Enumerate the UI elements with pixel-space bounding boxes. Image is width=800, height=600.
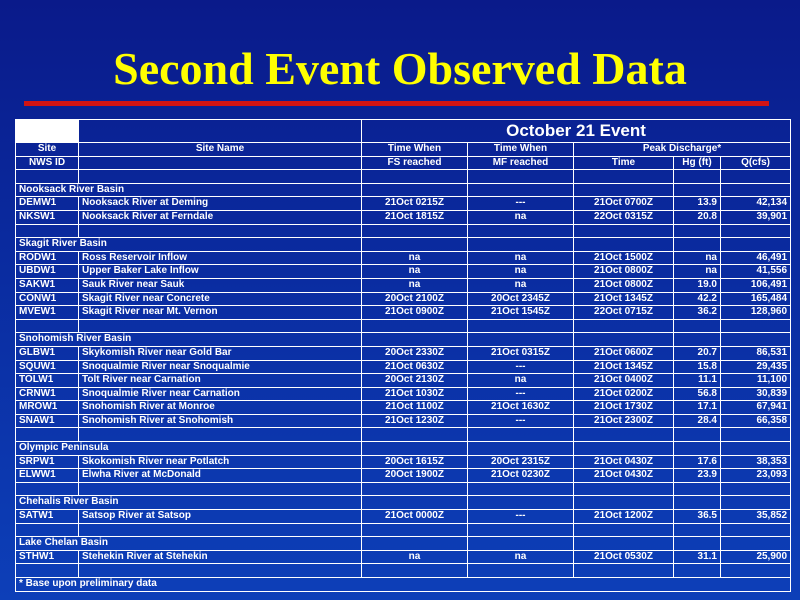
q-cell: 39,901	[721, 210, 791, 224]
site-id-cell: UBDW1	[16, 265, 79, 279]
q-cell: 11,100	[721, 374, 791, 388]
site-id-cell: GLBW1	[16, 346, 79, 360]
q-cell: 25,900	[721, 550, 791, 564]
slide-title: Second Event Observed Data	[113, 43, 687, 94]
q-cell: 38,353	[721, 455, 791, 469]
col-header-mf-reached: MF reached	[468, 156, 574, 170]
peak-time-cell: 21Oct 2300Z	[574, 414, 674, 428]
spacer-cell	[79, 170, 362, 184]
table-row	[16, 510, 791, 524]
fs-reached-cell: 21Oct 0630Z	[362, 360, 468, 374]
col-header-nws-id: NWS ID	[16, 156, 79, 170]
spacer-cell	[674, 224, 721, 238]
spacer-cell	[79, 482, 362, 496]
basin-blank-cell	[574, 238, 674, 252]
basin-blank-cell	[574, 183, 674, 197]
spacer-cell	[16, 170, 79, 184]
hg-cell: 42.2	[674, 292, 721, 306]
spacer-row	[16, 224, 791, 238]
hg-cell: 36.5	[674, 510, 721, 524]
peak-time-cell: 21Oct 0800Z	[574, 278, 674, 292]
spacer-cell	[468, 319, 574, 333]
spacer-cell	[79, 428, 362, 442]
site-name-cell: Skagit River near Mt. Vernon	[79, 306, 362, 320]
basin-blank-cell	[721, 333, 791, 347]
spacer-cell	[16, 523, 79, 537]
spacer-row	[16, 564, 791, 578]
spacer-cell	[362, 428, 468, 442]
mf-reached-cell: ---	[468, 387, 574, 401]
fs-reached-cell: 21Oct 0900Z	[362, 306, 468, 320]
q-cell: 23,093	[721, 469, 791, 483]
site-id-cell: SQUW1	[16, 360, 79, 374]
basin-blank-cell	[721, 183, 791, 197]
basin-blank-cell	[362, 537, 468, 551]
hg-cell: 56.8	[674, 387, 721, 401]
peak-time-cell: 21Oct 0200Z	[574, 387, 674, 401]
col-header-fs-reached: FS reached	[362, 156, 468, 170]
basin-name: Olympic Peninsula	[16, 442, 362, 456]
spacer-cell	[468, 482, 574, 496]
hg-cell: 23.9	[674, 469, 721, 483]
mf-reached-cell: na	[468, 251, 574, 265]
title-underline	[24, 101, 769, 106]
fs-reached-cell: 21Oct 1100Z	[362, 401, 468, 415]
table-row	[16, 251, 791, 265]
col-header-peak-discharge: Peak Discharge*	[574, 143, 791, 157]
basin-blank-cell	[574, 333, 674, 347]
peak-time-cell: 21Oct 0700Z	[574, 197, 674, 211]
spacer-cell	[721, 170, 791, 184]
peak-time-cell: 21Oct 0400Z	[574, 374, 674, 388]
mf-reached-cell: 21Oct 1545Z	[468, 306, 574, 320]
hg-cell: 15.8	[674, 360, 721, 374]
spacer-cell	[16, 428, 79, 442]
q-cell: 67,941	[721, 401, 791, 415]
q-cell: 46,491	[721, 251, 791, 265]
basin-blank-cell	[468, 496, 574, 510]
peak-time-cell: 21Oct 1500Z	[574, 251, 674, 265]
spacer-cell	[574, 428, 674, 442]
mf-reached-cell: ---	[468, 197, 574, 211]
spacer-cell	[16, 482, 79, 496]
mf-reached-cell: na	[468, 278, 574, 292]
site-name-cell: Tolt River near Carnation	[79, 374, 362, 388]
basin-blank-cell	[468, 183, 574, 197]
basin-blank-cell	[674, 333, 721, 347]
spacer-cell	[79, 564, 362, 578]
fs-reached-cell: 21Oct 1030Z	[362, 387, 468, 401]
site-id-cell: SNAW1	[16, 414, 79, 428]
spacer-cell	[674, 319, 721, 333]
q-cell: 42,134	[721, 197, 791, 211]
site-id-cell: NKSW1	[16, 210, 79, 224]
basin-blank-cell	[468, 537, 574, 551]
basin-blank-cell	[362, 333, 468, 347]
footnote: * Base upon preliminary data	[16, 578, 791, 592]
basin-blank-cell	[721, 537, 791, 551]
fs-reached-cell: 21Oct 0215Z	[362, 197, 468, 211]
hg-cell: 13.9	[674, 197, 721, 211]
q-cell: 35,852	[721, 510, 791, 524]
spacer-cell	[721, 482, 791, 496]
table-row	[16, 374, 791, 388]
spacer-row	[16, 319, 791, 333]
fs-reached-cell: na	[362, 251, 468, 265]
peak-time-cell: 21Oct 1345Z	[574, 292, 674, 306]
hg-cell: 36.2	[674, 306, 721, 320]
spacer-cell	[574, 523, 674, 537]
q-cell: 86,531	[721, 346, 791, 360]
fs-reached-cell: 20Oct 2330Z	[362, 346, 468, 360]
table-row	[16, 401, 791, 415]
hg-cell: 31.1	[674, 550, 721, 564]
peak-time-cell: 21Oct 0800Z	[574, 265, 674, 279]
spacer-cell	[721, 319, 791, 333]
spacer-row	[16, 428, 791, 442]
basin-blank-cell	[721, 496, 791, 510]
hg-cell: na	[674, 251, 721, 265]
table-row	[16, 455, 791, 469]
peak-time-cell: 21Oct 0430Z	[574, 455, 674, 469]
observed-data-table	[15, 119, 791, 592]
basin-blank-cell	[674, 238, 721, 252]
table-row	[16, 197, 791, 211]
mf-reached-cell: ---	[468, 360, 574, 374]
basin-blank-cell	[468, 442, 574, 456]
fs-reached-cell: 21Oct 1230Z	[362, 414, 468, 428]
fs-reached-cell: 20Oct 1900Z	[362, 469, 468, 483]
basin-header-row	[16, 442, 791, 456]
col-header-blank	[79, 156, 362, 170]
peak-time-cell: 21Oct 1345Z	[574, 360, 674, 374]
basin-blank-cell	[468, 333, 574, 347]
basin-blank-cell	[362, 238, 468, 252]
hg-cell: 20.7	[674, 346, 721, 360]
table-row	[16, 550, 791, 564]
table-row	[16, 387, 791, 401]
hg-cell: 11.1	[674, 374, 721, 388]
header-row-1	[16, 143, 791, 157]
spacer-cell	[674, 482, 721, 496]
spacer-cell	[362, 170, 468, 184]
spacer-cell	[362, 319, 468, 333]
spacer-cell	[468, 523, 574, 537]
spacer-cell	[468, 170, 574, 184]
basin-blank-cell	[721, 238, 791, 252]
spacer-row	[16, 170, 791, 184]
basin-blank-cell	[721, 442, 791, 456]
spacer-cell	[468, 224, 574, 238]
site-name-cell: Satsop River at Satsop	[79, 510, 362, 524]
site-name-cell: Skykomish River near Gold Bar	[79, 346, 362, 360]
col-header-time-when-mf: Time When	[468, 143, 574, 157]
spacer-cell	[362, 482, 468, 496]
spacer-cell	[468, 564, 574, 578]
site-id-cell: TOLW1	[16, 374, 79, 388]
fs-reached-cell: na	[362, 278, 468, 292]
spacer-cell	[574, 482, 674, 496]
site-id-cell: STHW1	[16, 550, 79, 564]
peak-time-cell: 22Oct 0315Z	[574, 210, 674, 224]
hg-cell: 17.1	[674, 401, 721, 415]
site-name-cell: Stehekin River at Stehekin	[79, 550, 362, 564]
fs-reached-cell: 20Oct 2130Z	[362, 374, 468, 388]
col-header-site: Site	[16, 143, 79, 157]
spacer-cell	[574, 170, 674, 184]
fs-reached-cell: 20Oct 2100Z	[362, 292, 468, 306]
spacer-cell	[79, 523, 362, 537]
hg-cell: 19.0	[674, 278, 721, 292]
q-cell: 41,556	[721, 265, 791, 279]
mf-reached-cell: ---	[468, 414, 574, 428]
spacer-cell	[721, 523, 791, 537]
table-row	[16, 469, 791, 483]
col-header-time-when-fs: Time When	[362, 143, 468, 157]
spacer-cell	[674, 428, 721, 442]
spacer-cell	[574, 224, 674, 238]
q-cell: 29,435	[721, 360, 791, 374]
spacer-cell	[362, 564, 468, 578]
site-id-cell: CRNW1	[16, 387, 79, 401]
spacer-cell	[16, 224, 79, 238]
peak-time-cell: 22Oct 0715Z	[574, 306, 674, 320]
spacer-cell	[574, 319, 674, 333]
basin-blank-cell	[362, 183, 468, 197]
header-row-2	[16, 156, 791, 170]
table-row	[16, 414, 791, 428]
basin-name: Lake Chelan Basin	[16, 537, 362, 551]
peak-time-cell: 21Oct 0530Z	[574, 550, 674, 564]
basin-blank-cell	[574, 537, 674, 551]
site-name-cell: Upper Baker Lake Inflow	[79, 265, 362, 279]
spacer-row	[16, 523, 791, 537]
site-name-cell: Snoqualmie River near Carnation	[79, 387, 362, 401]
site-id-cell: CONW1	[16, 292, 79, 306]
fs-reached-cell: 20Oct 1615Z	[362, 455, 468, 469]
site-id-cell: DEMW1	[16, 197, 79, 211]
basin-name: Skagit River Basin	[16, 238, 362, 252]
basin-blank-cell	[674, 537, 721, 551]
col-header-site-name: Site Name	[79, 143, 362, 157]
mf-reached-cell: ---	[468, 510, 574, 524]
spacer-cell	[468, 428, 574, 442]
site-id-cell: ELWW1	[16, 469, 79, 483]
q-cell: 30,839	[721, 387, 791, 401]
spacer-cell	[574, 564, 674, 578]
site-id-cell: MVEW1	[16, 306, 79, 320]
site-id-cell: MROW1	[16, 401, 79, 415]
spacer-cell	[721, 428, 791, 442]
spacer-cell	[79, 224, 362, 238]
basin-blank-cell	[362, 442, 468, 456]
peak-time-cell: 21Oct 1200Z	[574, 510, 674, 524]
basin-header-row	[16, 496, 791, 510]
fs-reached-cell: na	[362, 550, 468, 564]
spacer-cell	[16, 319, 79, 333]
table-row	[16, 278, 791, 292]
q-cell: 128,960	[721, 306, 791, 320]
table-row	[16, 210, 791, 224]
basin-name: Chehalis River Basin	[16, 496, 362, 510]
table-row	[16, 346, 791, 360]
site-name-cell: Snoqualmie River near Snoqualmie	[79, 360, 362, 374]
spacer-cell	[674, 170, 721, 184]
col-header-q: Q(cfs)	[721, 156, 791, 170]
spacer-cell	[16, 564, 79, 578]
hg-cell: 17.6	[674, 455, 721, 469]
site-name-cell: Sauk River near Sauk	[79, 278, 362, 292]
peak-time-cell: 21Oct 0430Z	[574, 469, 674, 483]
site-id-cell: SRPW1	[16, 455, 79, 469]
spacer-cell	[721, 564, 791, 578]
basin-header-row	[16, 537, 791, 551]
q-cell: 165,484	[721, 292, 791, 306]
fs-reached-cell: na	[362, 265, 468, 279]
basin-blank-cell	[674, 496, 721, 510]
site-name-cell: Nooksack River at Deming	[79, 197, 362, 211]
site-id-cell: SATW1	[16, 510, 79, 524]
spacer-cell	[79, 319, 362, 333]
basin-header-row	[16, 183, 791, 197]
mf-reached-cell: na	[468, 210, 574, 224]
blank-corner-cell	[16, 120, 79, 143]
peak-time-cell: 21Oct 0600Z	[574, 346, 674, 360]
peak-time-cell: 21Oct 1730Z	[574, 401, 674, 415]
fs-reached-cell: 21Oct 1815Z	[362, 210, 468, 224]
hg-cell: 28.4	[674, 414, 721, 428]
hg-cell: na	[674, 265, 721, 279]
basin-blank-cell	[574, 496, 674, 510]
site-name-cell: Skokomish River near Potlatch	[79, 455, 362, 469]
basin-blank-cell	[468, 238, 574, 252]
site-name-cell: Nooksack River at Ferndale	[79, 210, 362, 224]
table-row	[16, 292, 791, 306]
basin-header-row	[16, 238, 791, 252]
footnote-row	[16, 578, 791, 592]
fs-reached-cell: 21Oct 0000Z	[362, 510, 468, 524]
event-title: October 21 Event	[362, 120, 791, 143]
event-header-row	[16, 120, 791, 143]
spacer-cell	[362, 224, 468, 238]
site-name-cell: Snohomish River at Snohomish	[79, 414, 362, 428]
hg-cell: 20.8	[674, 210, 721, 224]
basin-blank-cell	[362, 496, 468, 510]
mf-reached-cell: na	[468, 374, 574, 388]
basin-blank-cell	[674, 442, 721, 456]
mf-reached-cell: 21Oct 0315Z	[468, 346, 574, 360]
site-name-cell: Snohomish River at Monroe	[79, 401, 362, 415]
table-row	[16, 306, 791, 320]
mf-reached-cell: 21Oct 1630Z	[468, 401, 574, 415]
spacer-cell	[674, 564, 721, 578]
col-header-hg: Hg (ft)	[674, 156, 721, 170]
q-cell: 66,358	[721, 414, 791, 428]
table-row	[16, 265, 791, 279]
site-id-cell: SAKW1	[16, 278, 79, 292]
table-row	[16, 360, 791, 374]
mf-reached-cell: 20Oct 2345Z	[468, 292, 574, 306]
q-cell: 106,491	[721, 278, 791, 292]
mf-reached-cell: na	[468, 265, 574, 279]
basin-blank-cell	[574, 442, 674, 456]
blank-header-cell	[79, 120, 362, 143]
col-header-time: Time	[574, 156, 674, 170]
site-name-cell: Elwha River at McDonald	[79, 469, 362, 483]
spacer-cell	[362, 523, 468, 537]
basin-blank-cell	[674, 183, 721, 197]
site-id-cell: RODW1	[16, 251, 79, 265]
mf-reached-cell: 20Oct 2315Z	[468, 455, 574, 469]
spacer-row	[16, 482, 791, 496]
spacer-cell	[721, 224, 791, 238]
mf-reached-cell: na	[468, 550, 574, 564]
site-name-cell: Ross Reservoir Inflow	[79, 251, 362, 265]
spacer-cell	[674, 523, 721, 537]
basin-header-row	[16, 333, 791, 347]
basin-name: Nooksack River Basin	[16, 183, 362, 197]
site-name-cell: Skagit River near Concrete	[79, 292, 362, 306]
mf-reached-cell: 21Oct 0230Z	[468, 469, 574, 483]
basin-name: Snohomish River Basin	[16, 333, 362, 347]
